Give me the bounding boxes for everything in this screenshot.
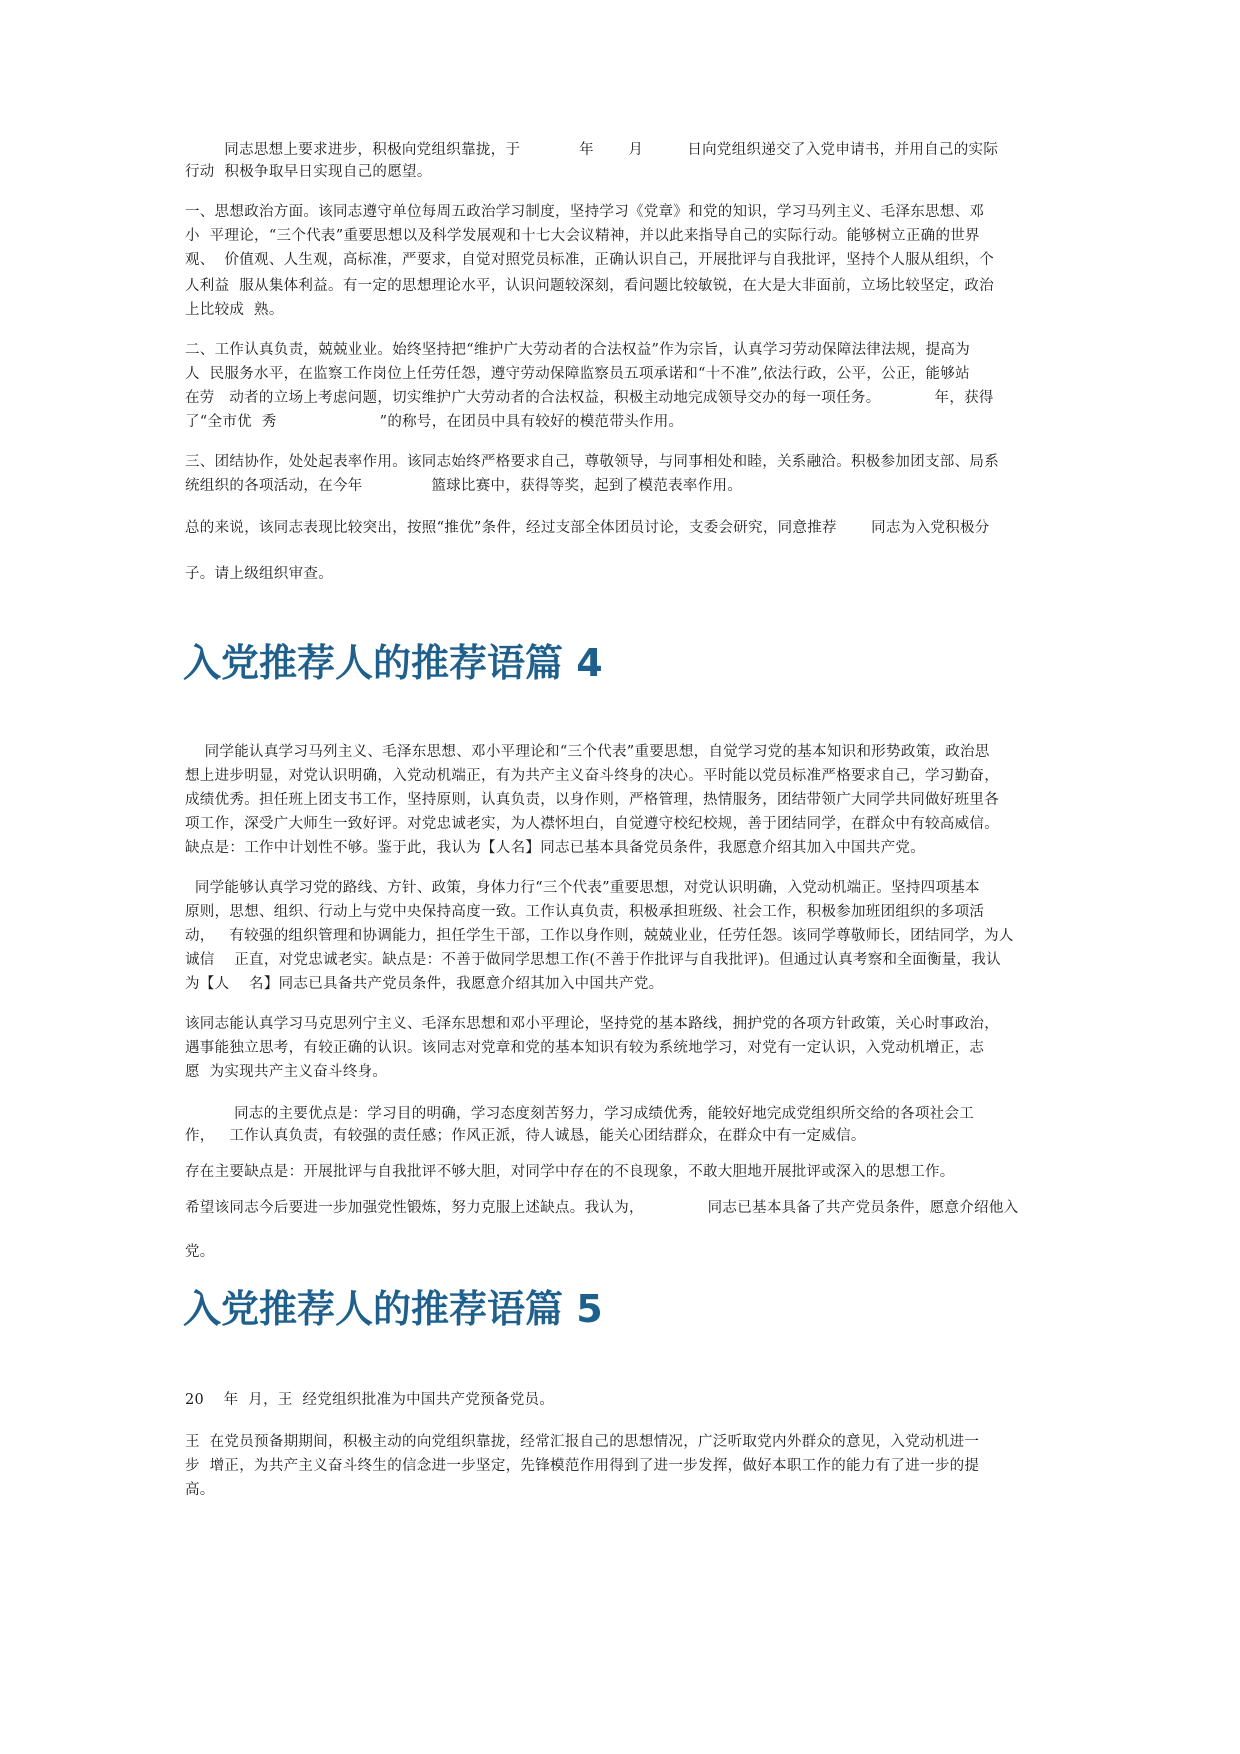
s4-p4-line-2: 作， 工作认真负责，有较强的责任感；作风正派，待人诚恳，能关心团结群众，在群众中有一定威信。 [185, 1128, 866, 1144]
intro-line-2: 行动 积极争取早日实现自己的愿望。 [185, 164, 432, 180]
p1-line-4: 人利益 服从集体利益。有一定的思想理论水平，认识问题较深刻，看问题比较敏锐，在大是大非面前，立场比较坚定，政治 [185, 278, 995, 294]
s4-p2-line-3: 动， 有较强的组织管理和协调能力，担任学生干部，工作以身作则，兢兢业业，任劳任怨。该同学尊敬师长，团结同学，为人 [185, 928, 1014, 944]
s4-p4-line-1: 同志的主要优点是：学习目的明确，学习态度刻苦努力，学习成绩优秀，能较好地完成党组织所交给的各项社会工 [185, 1106, 975, 1122]
s4-p2-line-4: 诚信 正直，对党忠诚老实。缺点是：不善于做同学思想工作(不善于作批评与自我批评)。但通过认真考察和全面衡量，我认 [185, 952, 1001, 968]
s5-p2-line-1: 王 在党员预备期期间，积极主动的向党组织靠拢，经常汇报自己的思想情况，广泛听取党内外群众的意见，入党动机进一 [185, 1434, 980, 1450]
p1-line-3: 观、 价值观、人生观，高标准，严要求，自觉对照党员标准，正确认识自己，开展批评与自我批评，坚持个人服从组织，个 [185, 252, 995, 268]
p3-line-1: 三、团结协作，处处起表率作用。该同志始终严格要求自己，尊敬领导，与同事相处和睦，关系融洽。积极参加团支部、局系 [185, 454, 999, 470]
p1-line-2: 小 平理论，“三个代表”重要思想以及科学发展观和十七大会议精神，并以此来指导自己的实际行动。能够树立正确的世界 [185, 228, 980, 244]
s4-p6-line-1: 希望该同志今后要进一步加强党性锻炼，努力克服上述缺点。我认为， 同志已基本具备了共产党员条件，愿意介绍他入 [185, 1200, 1019, 1216]
section-5-heading: 入党推荐人的推荐语篇 5 [183, 1287, 603, 1331]
s5-p2-line-3: 高。 [185, 1482, 215, 1498]
section-4-heading: 入党推荐人的推荐语篇 4 [183, 641, 603, 685]
s4-p1-line-5: 缺点是：工作中计划性不够。鉴于此，我认为【人名】同志已基本具备党员条件，我愿意介绍其加入中国共产党。 [185, 840, 925, 856]
conclusion-line-2: 子。请上级组织审查。 [185, 566, 333, 582]
s4-p2-line-2: 原则，思想、组织、行动上与党中央保持高度一致。工作认真负责，积极承担班级、社会工作，积极参加班团组织的多项活 [185, 904, 985, 920]
p2-line-4: 了“全市优 秀 ”的称号，在团员中具有较好的模范带头作用。 [185, 414, 684, 430]
intro-line-1: 同志思想上要求进步，积极向党组织靠拢，于 年 月 日向党组织递交了入党申请书，并用自己的实际 [185, 142, 999, 158]
s4-p3-line-1: 该同志能认真学习马克思列宁主义、毛泽东思想和邓小平理论，坚持党的基本路线，拥护党的各项方针政策，关心时事政治， [185, 1016, 999, 1032]
conclusion-line-1: 总的来说，该同志表现比较突出，按照“推优”条件，经过支部全体团员讨论，支委会研究，同意推荐 同志为入党积极分 [185, 520, 990, 536]
s4-p1-line-3: 成绩优秀。担任班上团支书工作，坚持原则，认真负责，以身作则，严格管理，热情服务，团结带领广大同学共同做好班里各 [185, 792, 999, 808]
s4-p3-line-3: 愿 为实现共产主义奋斗终身。 [185, 1064, 388, 1080]
p1-line-1: 一、思想政治方面。该同志遵守单位每周五政治学习制度，坚持学习《党章》和党的知识，学习马列主义、毛泽东思想、邓 [185, 204, 985, 220]
s5-p2-line-2: 步 增正，为共产主义奋斗终生的信念进一步坚定，先锋模范作用得到了进一步发挥，做好本职工作的能力有了进一步的提 [185, 1458, 980, 1474]
p2-line-3: 在劳 动者的立场上考虑问题，切实维护广大劳动者的合法权益，积极主动地完成领导交办的每一项任务。 年，获得 [185, 390, 994, 406]
s5-p1-line: 20 年 月，王 经党组织批准为中国共产党预备党员。 [185, 1392, 555, 1408]
p2-line-2: 人 民服务水平，在监察工作岗位上任劳任怨，遵守劳动保障监察员五项承诺和“十不准”,依法行政，公平，公正，能够站 [185, 366, 970, 382]
s4-p2-line-5: 为【人 名】同志已具备共产党员条件，我愿意介绍其加入中国共产党。 [185, 976, 664, 992]
p2-line-1: 二、工作认真负责，兢兢业业。始终坚持把“维护广大劳动者的合法权益”作为宗旨，认真学习劳动保障法律法规，提高为 [185, 342, 971, 358]
s4-p2-line-1: 同学能够认真学习党的路线、方针、政策，身体力行“三个代表”重要思想，对党认识明确，入党动机端正。坚持四项基本 [185, 880, 980, 896]
p1-line-5: 上比较成 熟。 [185, 302, 284, 318]
s4-p3-line-2: 遇事能独立思考，有较正确的认识。该同志对党章和党的基本知识有较为系统地学习，对党有一定认识，入党动机增正，志 [185, 1040, 985, 1056]
s4-p1-line-4: 项工作，深受广大师生一致好评。对党忠诚老实，为人襟怀坦白，自觉遵守校纪校规，善于团结同学，在群众中有较高威信。 [185, 816, 999, 832]
p3-line-2: 统组织的各项活动，在今年 篮球比赛中，获得等奖，起到了模范表率作用。 [185, 478, 743, 494]
s4-p1-line-2: 想上进步明显，对党认识明确，入党动机端正，有为共产主义奋斗终身的决心。平时能以党员标准严格要求自己，学习勤奋， [185, 768, 999, 784]
s4-p5-line: 存在主要缺点是：开展批评与自我批评不够大胆，对同学中存在的不良现象，不敢大胆地开展批评或深入的思想工作。 [185, 1164, 955, 1180]
s4-p1-line-1: 同学能认真学习马列主义、毛泽东思想、邓小平理论和“三个代表”重要思想，自觉学习党的基本知识和形势政策，政治思 [185, 744, 990, 760]
s4-p6-line-2: 党。 [185, 1244, 215, 1260]
